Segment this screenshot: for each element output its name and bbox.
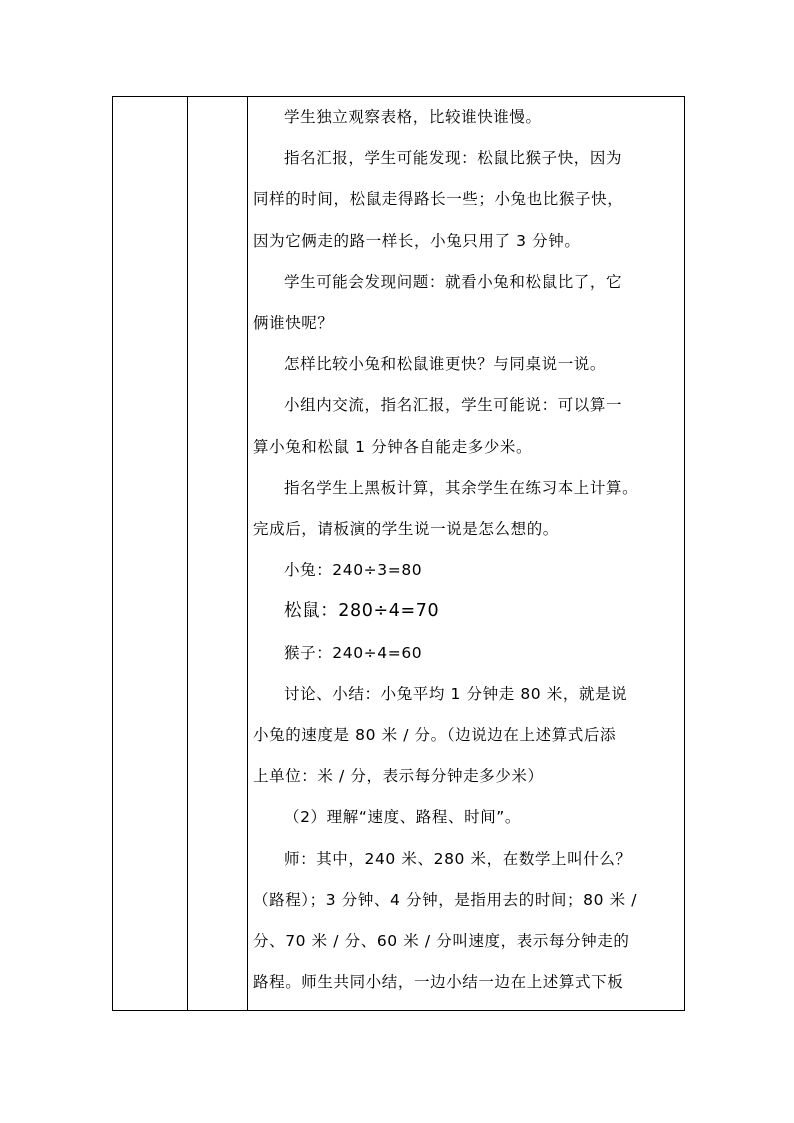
- text-line: 因为它俩走的路一样长，小兔只用了 3 分钟。: [253, 231, 581, 250]
- text-line: 小组内交流，指名汇报，学生可能说：可以算一: [284, 396, 623, 415]
- lesson-content-cell: [253, 97, 681, 1010]
- text-line: 讨论、小结：小兔平均 1 分钟走 80 米，就是说: [284, 684, 628, 703]
- column-divider-1: [187, 97, 188, 1010]
- text-line: 学生可能会发现问题：就看小兔和松鼠比了，它: [284, 272, 623, 291]
- column-divider-2: [247, 97, 248, 1010]
- text-line: 算小兔和松鼠 1 分钟各自能走多少米。: [253, 437, 533, 456]
- text-line: （路程）；3 分钟、4 分钟，是指用去的时间；80 米 /: [253, 890, 638, 909]
- section-heading: （2）理解“速度、路程、时间”。: [284, 808, 522, 827]
- equation-rabbit: 小兔：240÷3=80: [284, 561, 423, 580]
- text-line: 学生独立观察表格，比较谁快谁慢。: [284, 108, 542, 126]
- text-line: 完成后，请板演的学生说一说是怎么想的。: [253, 520, 559, 539]
- text-line: 指名汇报，学生可能发现：松鼠比猴子快，因为: [284, 149, 623, 168]
- text-line: 小兔的速度是 80 米 / 分。（边说边在上述算式后添: [253, 726, 617, 745]
- equation-monkey: 猴子：240÷4=60: [284, 643, 423, 662]
- text-line: 师：其中，240 米、280 米，在数学上叫什么？: [284, 849, 632, 868]
- text-line: 路程。师生共同小结，一边小结一边在上述算式下板: [253, 973, 624, 992]
- equation-squirrel: 松鼠：280÷4=70: [284, 601, 440, 622]
- text-line: 分、70 米 / 分、60 米 / 分叫速度，表示每分钟走的: [253, 932, 630, 951]
- text-line: 同样的时间，松鼠走得路长一些；小兔也比猴子快，: [253, 190, 624, 209]
- text-line: 指名学生上黑板计算，其余学生在练习本上计算。: [284, 478, 639, 497]
- text-line: 上单位：米 / 分，表示每分钟走多少米）: [253, 767, 544, 786]
- lesson-table: [112, 96, 685, 1011]
- text-line: 俩谁快呢？: [253, 314, 334, 333]
- text-line: 怎样比较小兔和松鼠谁更快？与同桌说一说。: [284, 355, 607, 374]
